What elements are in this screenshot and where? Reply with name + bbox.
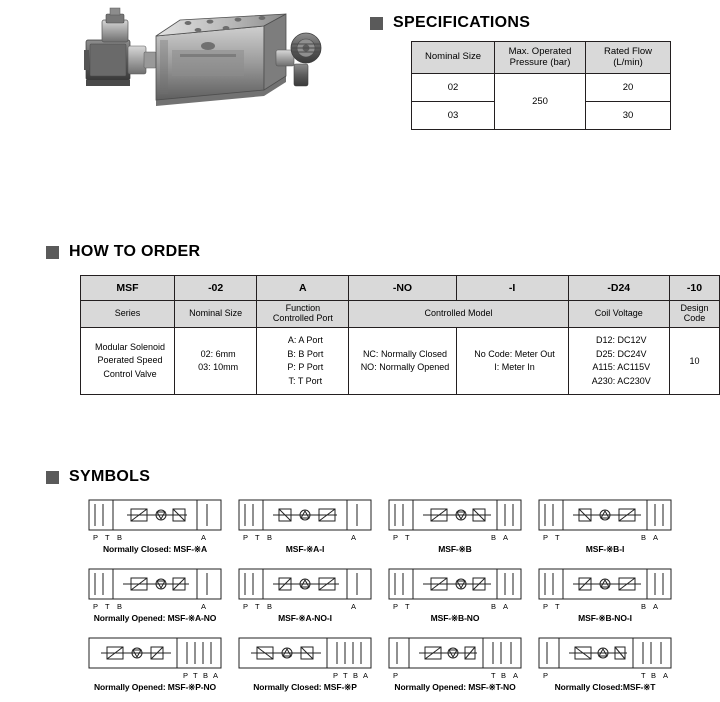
- symbols-heading-text: SYMBOLS: [69, 468, 151, 485]
- symbols-heading: [46, 468, 150, 486]
- symbol-port-labels: P T B A: [543, 533, 659, 542]
- table-header-row: [412, 42, 671, 74]
- cell-rated-flow-30: 30: [586, 102, 671, 130]
- symbol-caption: Normally Closed: MSF-※A: [102, 544, 207, 554]
- code-design: -10: [669, 276, 719, 301]
- hydraulic-symbol-diagram: [87, 498, 223, 532]
- column-header-rated-flow: Rated Flow (L/min): [586, 42, 671, 74]
- hydraulic-symbol-diagram: [387, 498, 523, 532]
- detail-design-code: 10: [669, 328, 719, 395]
- symbol-item: [80, 636, 230, 693]
- label-coil-voltage: Coil Voltage: [568, 301, 669, 328]
- detail-meter: No Code: Meter Out I: Meter In: [456, 328, 568, 395]
- code-controlled-model-i: -I: [456, 276, 568, 301]
- code-series: MSF: [81, 276, 175, 301]
- cell-nominal-size-02: 02: [412, 74, 495, 102]
- how-to-order-table: [80, 275, 720, 395]
- cell-rated-flow-20: 20: [586, 74, 671, 102]
- symbol-item: [380, 567, 530, 624]
- symbol-item: [380, 498, 530, 555]
- symbol-caption: Normally Closed:MSF-※T: [554, 682, 656, 692]
- symbol-item: [230, 498, 380, 555]
- symbol-port-labels: P T B A: [393, 602, 509, 611]
- code-controlled-model-no: -NO: [349, 276, 456, 301]
- symbol-caption: Normally Opened: MSF-※T-NO: [394, 682, 516, 692]
- code-nominal-size: -02: [175, 276, 257, 301]
- cell-nominal-size-03: 03: [412, 102, 495, 130]
- how-to-order-heading: [46, 243, 200, 261]
- symbol-port-labels: P T B A: [93, 533, 207, 542]
- table-row: [412, 74, 671, 102]
- symbol-item: [230, 636, 380, 693]
- symbol-caption: MSF-※B: [438, 544, 472, 554]
- symbols-grid: [80, 498, 680, 693]
- symbol-caption: Normally Closed: MSF-※P: [253, 682, 357, 692]
- section-marker-icon: [370, 17, 383, 30]
- symbol-port-labels: P T B A: [243, 533, 357, 542]
- symbol-item: [380, 636, 530, 693]
- detail-series: Modular Solenoid Poerated Speed Control Valve: [81, 328, 175, 395]
- symbol-port-labels: P T B A: [333, 671, 369, 680]
- symbol-item: [80, 498, 230, 555]
- symbol-caption: MSF-※B-NO-I: [578, 613, 632, 623]
- hydraulic-symbol-diagram: [537, 498, 673, 532]
- label-nominal-size: Nominal Size: [175, 301, 257, 328]
- detail-nominal-size: 02: 6mm 03: 10mm: [175, 328, 257, 395]
- specifications-table: [411, 41, 671, 130]
- column-header-max-pressure: Max. Operated Pressure (bar): [495, 42, 586, 74]
- symbol-caption: MSF-※A-NO-I: [278, 613, 332, 623]
- hydraulic-symbol-diagram: [387, 567, 523, 601]
- symbol-port-labels: P T B A: [543, 671, 669, 680]
- hydraulic-symbol-diagram: [237, 498, 373, 532]
- symbol-port-labels: P T B A: [393, 533, 509, 542]
- order-label-row: [81, 301, 720, 328]
- product-photo: [80, 6, 340, 121]
- label-function-controlled-port: Function Controlled Port: [257, 301, 349, 328]
- order-detail-row: [81, 328, 720, 395]
- hydraulic-symbol-diagram: [537, 567, 673, 601]
- column-header-nominal-size: Nominal Size: [412, 42, 495, 74]
- symbol-port-labels: P T B A: [393, 671, 519, 680]
- code-coil-voltage: -D24: [568, 276, 669, 301]
- symbol-caption: MSF-※B-NO: [430, 613, 480, 623]
- symbol-item: [230, 567, 380, 624]
- symbol-caption: Normally Opened: MSF-※P-NO: [93, 682, 217, 692]
- specifications-heading-text: SPECIFICATIONS: [393, 14, 531, 31]
- detail-coil-voltage: D12: DC12V D25: DC24V A115: AC115V A230: AC230V: [568, 328, 669, 395]
- label-controlled-model: Controlled Model: [349, 301, 568, 328]
- hydraulic-symbol-diagram: [87, 636, 223, 670]
- hydraulic-symbol-diagram: [387, 636, 523, 670]
- symbol-item: [530, 636, 680, 693]
- detail-function-port: A: A Port B: B Port P: P Port T: T Port: [257, 328, 349, 395]
- label-design-code: Design Code: [669, 301, 719, 328]
- label-series: Series: [81, 301, 175, 328]
- hydraulic-symbol-diagram: [87, 567, 223, 601]
- cell-max-pressure: 250: [495, 74, 586, 130]
- symbol-port-labels: P T B A: [543, 602, 659, 611]
- symbol-item: [530, 567, 680, 624]
- symbol-port-labels: P T B A: [243, 602, 357, 611]
- symbol-caption: Normally Opened: MSF-※A-NO: [93, 613, 217, 623]
- detail-normally-closed-opened: NC: Normally Closed NO: Normally Opened: [349, 328, 456, 395]
- symbol-caption: MSF-※B-I: [585, 544, 625, 554]
- symbol-item: [80, 567, 230, 624]
- order-code-row: [81, 276, 720, 301]
- section-marker-icon: [46, 246, 59, 259]
- hydraulic-symbol-diagram: [237, 636, 373, 670]
- hydraulic-symbol-diagram: [237, 567, 373, 601]
- symbol-caption: MSF-※A-I: [285, 544, 325, 554]
- symbol-item: [530, 498, 680, 555]
- section-marker-icon: [46, 471, 59, 484]
- symbol-port-labels: P T B A: [93, 602, 207, 611]
- specifications-heading: [370, 14, 530, 32]
- symbol-port-labels: P T B A: [183, 671, 219, 680]
- hydraulic-symbol-diagram: [537, 636, 673, 670]
- code-function-port: A: [257, 276, 349, 301]
- how-to-order-heading-text: HOW TO ORDER: [69, 243, 201, 260]
- valve-illustration: [80, 6, 340, 121]
